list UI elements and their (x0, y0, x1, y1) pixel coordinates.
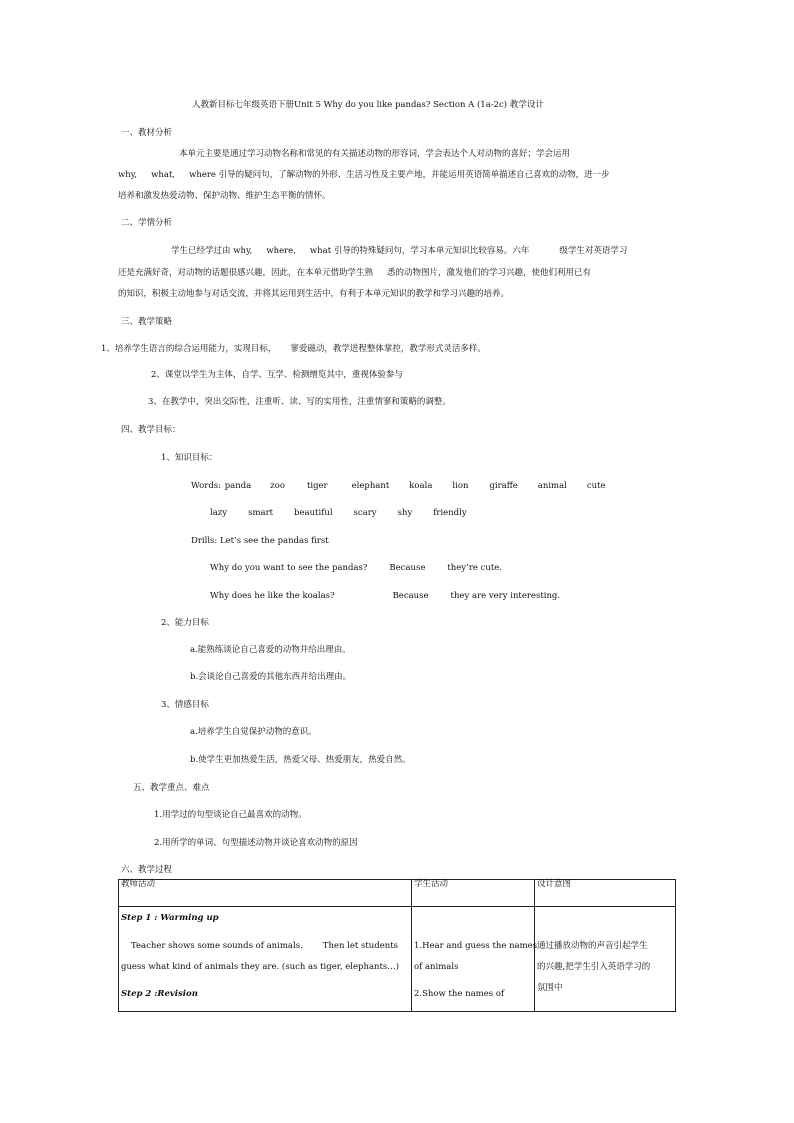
vocab-word: zoo (270, 481, 285, 491)
drill-sentence: Why do you want to see the pandas? (210, 563, 368, 573)
vocab-word: beautiful (294, 508, 333, 518)
cell-line: of animals (414, 962, 459, 972)
text-fragment: what, (151, 170, 176, 180)
section-heading-learner-analysis: 二、学情分析 (121, 218, 173, 228)
vocab-word: smart (248, 508, 274, 518)
section-heading-textbook-analysis: 一、教材分析 (121, 128, 173, 138)
section-heading-teaching-process: 六、教学过程 (121, 865, 173, 875)
list-item: 3、在教学中，突出交际性，注重听、读、写的实用性，注重情寥和策略的调整。 (148, 397, 451, 407)
words-line-1 (191, 482, 606, 491)
cell-line: 氛围中 (537, 983, 563, 993)
document-title: 人教新目标七年级英语下册Unit 5 Why do you like pandas? Section A (1a-2c) 教学设计 (192, 100, 544, 110)
cell-line: guess what kind of animals they are. (such as tiger, elephants…) (121, 962, 400, 972)
subheading-emotion-objectives: 3、情感目标 (161, 700, 209, 710)
paragraph-line: 本单元主要是通过学习动物名称和常见的有关描述动物的形容词，学会表达个人对动物的喜好；学会运用 (179, 149, 571, 159)
drill-line (191, 537, 329, 546)
drill-sentence: Why does he like the koalas? (210, 591, 335, 601)
vocab-word: giraffe (489, 481, 518, 491)
column-header-teacher-activity: 教师活动 (119, 880, 412, 907)
subheading-knowledge-objectives: 1、知识目标： (161, 453, 218, 463)
drill-sentence: they’re cute. (447, 563, 502, 573)
table-header-row (119, 880, 676, 907)
paragraph-line: 培养和激发热爱动物、保护动物、维护生态平衡的情怀。 (118, 191, 331, 201)
drill-sentence: Because (389, 563, 426, 573)
cell-line (131, 942, 398, 951)
vocab-word: cute (586, 481, 606, 491)
cell-line: 1.Hear and guess the names (414, 941, 538, 951)
key-point-item: 1.用学过的句型谈论自己最喜欢的动物。 (154, 810, 307, 820)
objective-item: b.会谈论自己喜爱的其他东西并给出理由。 (190, 672, 352, 682)
text-fragment: 悉的动物图片，激发他们的学习兴趣，使他们利用已有 (387, 268, 592, 278)
cell-line: 2.Show the names of (414, 989, 505, 999)
objective-item: a.培养学生自觉保护动物的意识。 (190, 727, 317, 737)
vocab-word: scary (353, 508, 377, 518)
text-fragment: 还是充满好奇，对动物的话题很感兴趣，因此，在本单元借助学生熟 (118, 268, 374, 278)
text-fragment: 1、培养学生语言的综合运用能力，实现目标， (101, 344, 277, 354)
paragraph-line (118, 269, 591, 278)
words-label: Words: (191, 481, 222, 491)
section-heading-key-points: 五、教学重点、难点 (133, 783, 210, 793)
drill-line (210, 564, 502, 573)
vocab-word: shy (397, 508, 413, 518)
text-fragment: Then let students (322, 941, 398, 951)
table-row (119, 907, 676, 1012)
text-fragment: where 引导的疑问句，了解动物的外形、生活习性及主要产地，并能运用英语简单描述自己喜欢的动物，进一步 (189, 170, 610, 180)
vocab-word: animal (537, 481, 567, 491)
text-fragment: 级学生对英语学习 (559, 246, 628, 256)
drill-line (210, 592, 560, 601)
teacher-activity-cell (119, 907, 412, 1012)
vocab-word: tiger (306, 481, 328, 491)
step-title: Step 1 : Warming up (121, 913, 219, 923)
list-item: 2、课堂以学生为主体，自学、互学、检测缯览其中，重视体验参与 (151, 370, 403, 380)
drill-sentence: they are very interesting. (450, 591, 561, 601)
vocab-word: koala (409, 481, 433, 491)
vocab-word: elephant (351, 481, 390, 491)
objective-item: a.能熟练谈论自己喜爱的动物并给出理由。 (190, 645, 351, 655)
column-header-design-intent: 设计意图 (535, 880, 676, 907)
drill-sentence: Because (392, 591, 429, 601)
drill-sentence: Let’s see the pandas first (219, 536, 329, 546)
text-fragment: Teacher shows some sounds of animals. (131, 941, 303, 951)
column-header-student-activity: 学生活动 (412, 880, 535, 907)
subheading-ability-objectives: 2、能力目标 (161, 618, 209, 628)
teaching-process-table (118, 879, 676, 1012)
key-point-item: 2.用所学的单词、句型描述动物并谈论喜欢动物的原因 (154, 838, 358, 848)
design-intent-cell (535, 907, 676, 1012)
section-heading-teaching-strategy: 三、教学策略 (121, 317, 173, 327)
vocab-word: lion (452, 481, 469, 491)
cell-line: 的兴趣,把学生引入英语学习的 (537, 962, 651, 972)
text-fragment: what 引导的特殊疑问句，学习本单元知识比较容易。六年 (309, 246, 530, 256)
paragraph-line (118, 171, 610, 180)
text-fragment: 学生已经学过由 why, (171, 246, 253, 256)
vocab-word: friendly (433, 508, 467, 518)
vocab-word: panda (224, 481, 252, 491)
step-title: Step 2 :Revision (121, 989, 198, 999)
text-fragment: why, (118, 170, 138, 180)
student-activity-cell (412, 907, 538, 1012)
paragraph-line (171, 247, 627, 256)
words-line-2 (210, 509, 467, 518)
list-item (101, 345, 486, 354)
objective-item: b.使学生更加热爱生活，热爱父母、热爱朋友，热爱自然。 (190, 755, 411, 765)
section-heading-teaching-objectives: 四、教学目标： (121, 425, 181, 435)
drills-label: Drills: (191, 536, 218, 546)
text-fragment: 寥爱磁动，教学进程整体掌控，教学形式灵活多样。 (290, 344, 486, 354)
cell-line: 通过播放动物的声音引起学生 (537, 941, 648, 951)
vocab-word: lazy (210, 508, 228, 518)
text-fragment: where, (266, 246, 296, 256)
paragraph-line: 的知识，积极主动地参与对话交流，并将其运用到生活中，有利于本单元知识的教学和学习兴趣的培养。 (118, 289, 510, 299)
